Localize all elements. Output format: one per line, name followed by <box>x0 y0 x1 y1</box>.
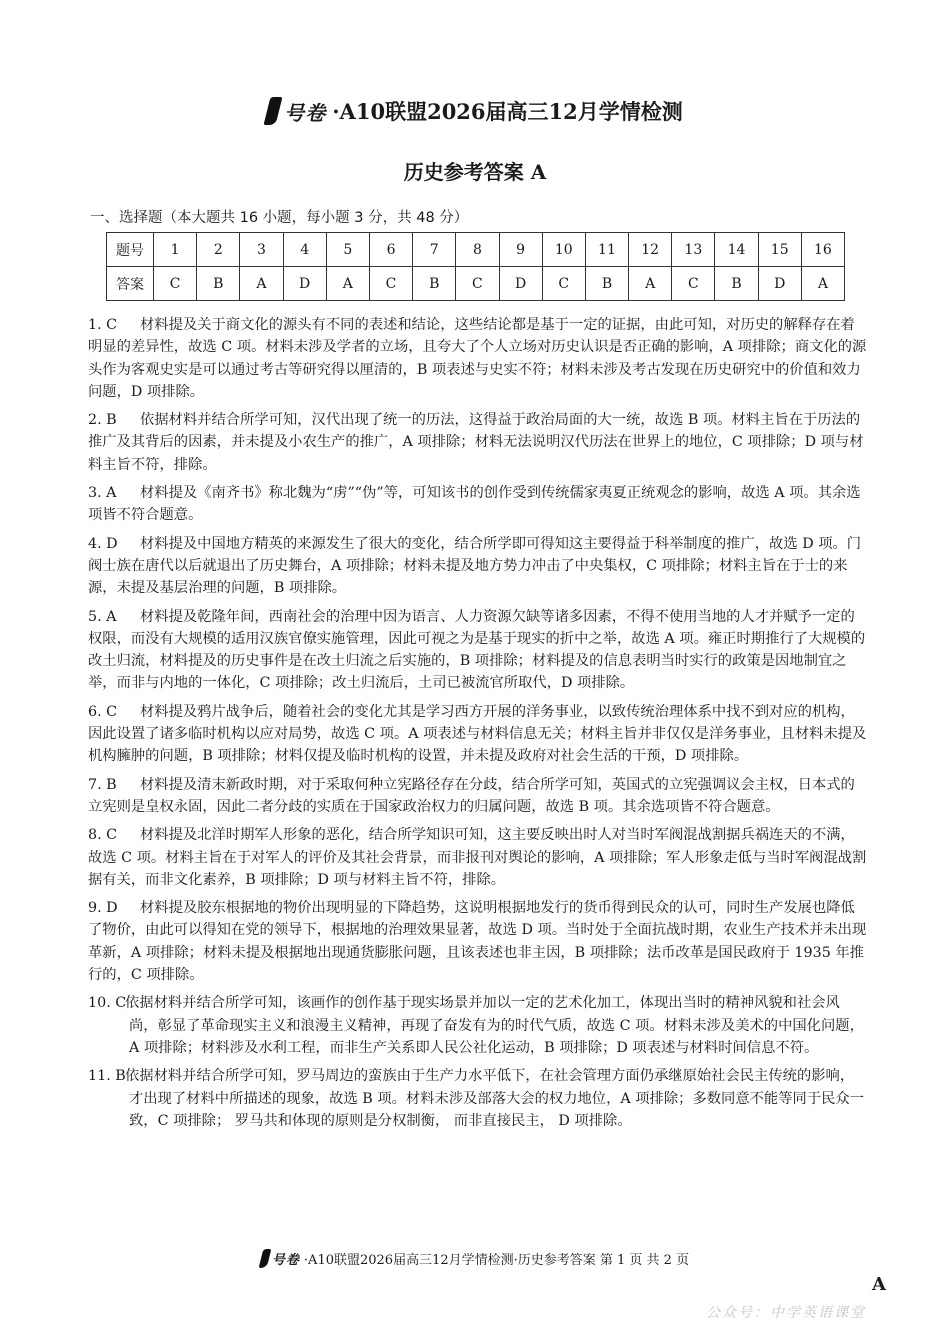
answer-row <box>107 267 845 301</box>
answer-cell: B <box>715 267 758 301</box>
item-number: 11. B <box>88 1068 126 1085</box>
item-number: 2. B <box>88 412 117 429</box>
footer-brand-name: 号卷 <box>271 1253 300 1268</box>
watermark: 公众号：中学英语课堂 <box>706 1305 866 1321</box>
answer-cell: B <box>585 267 628 301</box>
explanation-item <box>88 824 868 891</box>
page-footer <box>0 1249 950 1268</box>
explanation-item <box>88 774 868 819</box>
question-number-cell: 7 <box>413 233 456 267</box>
item-text: 材料提及胶东根据地的物价出现明显的下降趋势，这说明根据地发行的货币得到民众的认可，同时生产发展也降低了物价，由此可以得知在党的领导下，根据地的治理效果显著，故选 D 项。当时处于全面抗战时期，农业生产技术并未出现革新，A 项排除；材料未提及根据地出现通货膨胀问题，且该表述也非主因，B 项排除；法币改革是国民政府于 1935 年推行的，C 项排除。 <box>88 900 867 984</box>
answer-table <box>106 232 845 301</box>
item-number: 5. A <box>88 608 117 625</box>
section-title: 一、选择题（本大题共 16 小题，每小题 3 分，共 48 分） <box>90 210 469 226</box>
item-text: 材料提及北洋时期军人形象的恶化，结合所学知识可知，这主要反映出时人对当时军阀混战割据兵祸连天的不满，故选 C 项。材料主旨在于对军人的评价及其社会背景，而非报刊对舆论的影响，A 项排除；军人形象走低与当时军阀混战割据有关，而非文化素养，B 项排除；D 项与材料主旨不符，排除。 <box>88 827 867 888</box>
explanation-item <box>88 409 868 476</box>
explanation-item <box>88 1065 868 1132</box>
explanation-item <box>88 897 868 986</box>
title-text: ·A10联盟2026届高三12月学情检测 <box>332 99 683 124</box>
explanation-item <box>88 314 868 403</box>
question-number-cell: 13 <box>672 233 715 267</box>
answer-cell: C <box>542 267 585 301</box>
answer-row-label: 答案 <box>107 267 154 301</box>
explanation-item <box>88 533 868 600</box>
answer-cell: A <box>326 267 369 301</box>
item-number: 10. C <box>88 995 127 1012</box>
footer-brand-mark-icon <box>259 1249 272 1268</box>
item-text: 材料提及中国地方精英的来源发生了很大的变化，结合所学即可得知这主要得益于科举制度的推广，故选 D 项。门阀士族在唐代以后就退出了历史舞台，A 项排除；材料未提及地方势力冲击了中央集权，C 项排除；材料主旨在于士的来源，未提及基层治理的问题，B 项排除。 <box>88 535 862 597</box>
brand-logo <box>267 97 326 126</box>
page-title <box>267 96 683 126</box>
question-number-cell: 8 <box>456 233 499 267</box>
item-text: 材料提及《南齐书》称北魏为“虏”“伪”等，可知该书的创作受到传统儒家夷夏正统观念的影响，故选 A 项。其余选项皆不符合题意。 <box>88 485 861 524</box>
answer-cell: A <box>240 267 283 301</box>
answer-cell: B <box>413 267 456 301</box>
item-number: 3. A <box>88 485 117 502</box>
footer-text: ·A10联盟2026届高三12月学情检测·历史参考答案 第 1 页 共 2 页 <box>303 1253 690 1268</box>
answer-cell: C <box>154 267 197 301</box>
item-text: 材料提及乾隆年间，西南社会的治理中因为语言、人力资源欠缺等诸多因素，不得不使用当地的人才并赋予一定的权限，而没有大规模的适用汉族官僚实施管理，因此可视之为是基于现实的折中之举，故选 A 项。雍正时期推行了大规模的改土归流，材料提及的历史事件是在改土归流之后实施的，B 项排除；材料提及的信息表明当时实行的政策是因地制宜之举，而非与内地的一体化，C 项排除；改土归流后，土司已被流官所取代，D 项排除。 <box>88 608 866 692</box>
answer-cell: C <box>672 267 715 301</box>
answer-cell: D <box>499 267 542 301</box>
question-number-cell: 4 <box>283 233 326 267</box>
question-number-cell: 1 <box>154 233 197 267</box>
question-number-cell: 12 <box>629 233 672 267</box>
question-number-cell: 16 <box>801 233 844 267</box>
item-text: 依据材料并结合所学可知，罗马周边的蛮族由于生产力水平低下，在社会管理方面仍承继原始社会民主传统的影响，才出现了材料中所描述的现象，故选 B 项。材料未涉及部落大会的权力地位，A 项排除；多数同意不能等同于民众一致，C 项排除； 罗马共和体现的原则是分权制衡， 而非直接民主， D 项排除。 <box>125 1068 865 1129</box>
question-number-cell: 10 <box>542 233 585 267</box>
item-text: 依据材料并结合所学可知，汉代出现了统一的历法，这得益于政治局面的大一统，故选 B 项。材料主旨在于历法的推广及其背后的因素，并未提及小农生产的推广，A 项排除；材料无法说明汉代历法在世界上的地位，C 项排除；D 项与材料主旨不符，排除。 <box>88 412 864 473</box>
item-number: 6. C <box>88 703 118 720</box>
answer-cell: C <box>456 267 499 301</box>
answer-cell: B <box>197 267 240 301</box>
item-number: 7. B <box>88 776 117 793</box>
question-number-cell: 3 <box>240 233 283 267</box>
version-mark: A <box>872 1274 886 1295</box>
question-number-cell: 2 <box>197 233 240 267</box>
brand-name: 号卷 <box>284 100 327 125</box>
number-row <box>107 233 845 267</box>
question-number-cell: 14 <box>715 233 758 267</box>
item-text: 材料提及关于商文化的源头有不同的表述和结论，这些结论都是基于一定的证据，由此可知，对历史的解释存在着明显的差异性，故选 C 项。材料未涉及学者的立场，且夸大了个人立场对历史认识是否正确的影响，A 项排除；商文化的源头作为客观史实是可以通过考古等研究得以厘清的，B 项表述与史实不符；材料未涉及考古发现在历史研究中的价值和效力问题，D 项排除。 <box>88 317 867 400</box>
answer-cell: D <box>283 267 326 301</box>
explanation-item <box>88 992 868 1059</box>
item-text: 材料提及鸦片战争后，随着社会的变化尤其是学习西方开展的洋务事业，以致传统治理体系中找不到对应的机构，因此设置了诸多临时机构以应对局势，故选 C 项。A 项表述与材料信息无关；材料主旨并非仅仅是洋务事业，且材料未提及机构臃肿的问题，B 项排除；材料仅提及临时机构的设置，并未提及政府对社会生活的干预，D 项排除。 <box>88 703 867 765</box>
answer-cell: C <box>369 267 412 301</box>
explanation-list <box>88 314 868 1138</box>
item-number: 8. C <box>88 827 118 844</box>
brand-mark-icon <box>264 97 283 125</box>
number-row-label: 题号 <box>107 233 154 267</box>
question-number-cell: 6 <box>369 233 412 267</box>
page-subtitle: 历史参考答案 A <box>403 160 547 184</box>
question-number-cell: 15 <box>758 233 801 267</box>
item-number: 1. C <box>88 317 118 333</box>
explanation-item <box>88 482 868 527</box>
question-number-cell: 9 <box>499 233 542 267</box>
explanation-item <box>88 606 868 695</box>
question-number-cell: 11 <box>585 233 628 267</box>
answer-cell: A <box>629 267 672 301</box>
item-text: 材料提及清末新政时期，对于采取何种立宪路径存在分歧，结合所学可知，英国式的立宪强调议会主权，日本式的立宪则是皇权永固，因此二者分歧的实质在于国家政治权力的归属问题，故选 B 项。其余选项皆不符合题意。 <box>88 776 855 815</box>
item-number: 4. D <box>88 535 118 552</box>
header <box>0 96 950 129</box>
item-text: 依据材料并结合所学可知，该画作的创作基于现实场景并加以一定的艺术化加工，体现出当时的精神风貌和社会风尚，彰显了革命现实主义和浪漫主义精神，再现了奋发有为的时代气质，故选 C 项。材料未涉及美术的中国化问题，A 项排除；材料涉及水利工程，而非生产关系即人民公社化运动，B 项排除；D 项表述与材料时间信息不符。 <box>125 995 864 1056</box>
explanation-item <box>88 701 868 768</box>
answer-cell: A <box>801 267 844 301</box>
question-number-cell: 5 <box>326 233 369 267</box>
item-number: 9. D <box>88 900 118 917</box>
answer-cell: D <box>758 267 801 301</box>
